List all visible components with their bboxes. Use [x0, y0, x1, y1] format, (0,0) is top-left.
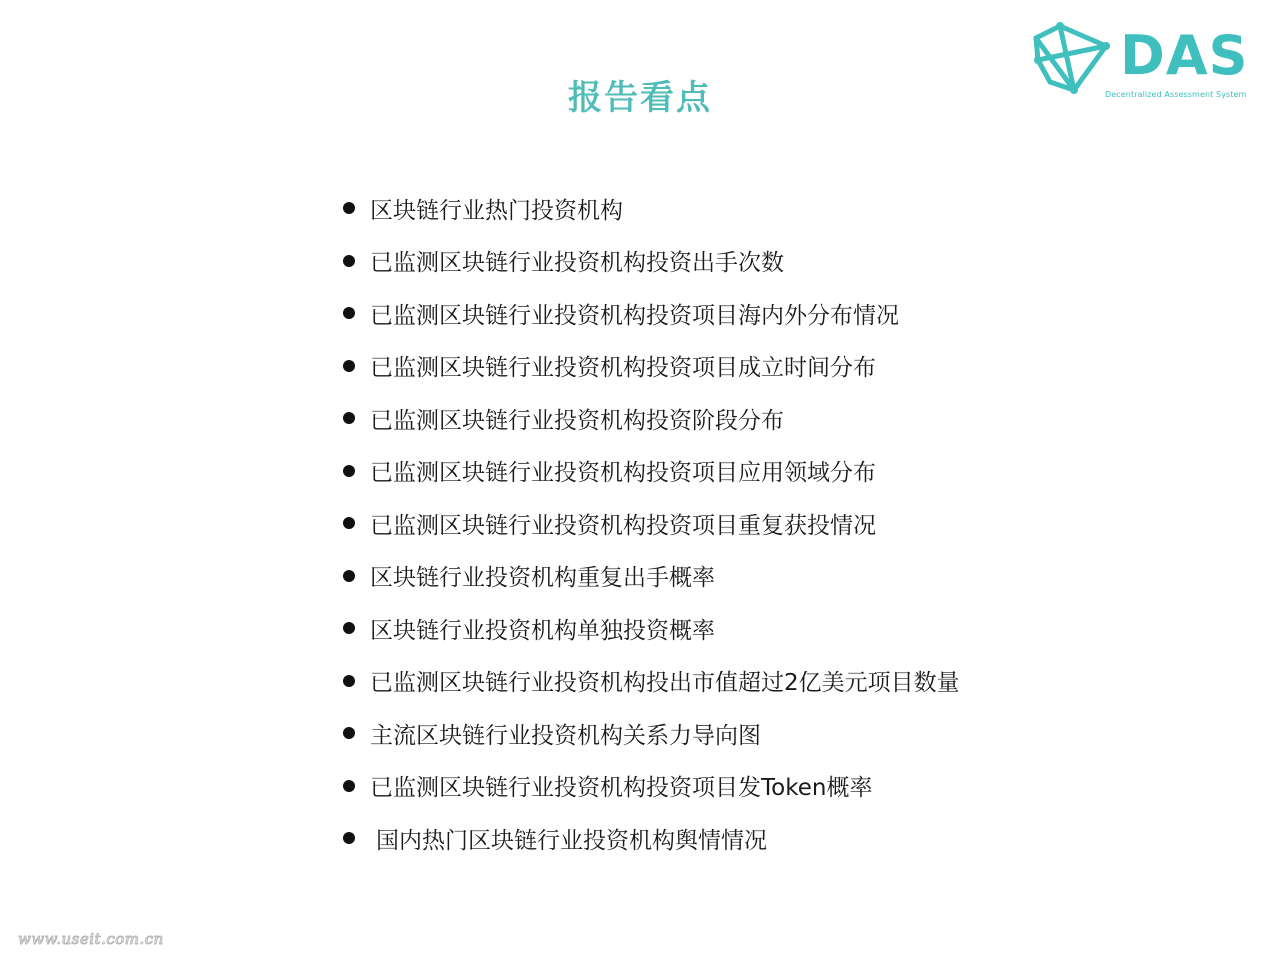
logo-wordmark: DAS: [1120, 24, 1249, 87]
watermark: www.useit.com.cn: [18, 930, 164, 948]
list-item: [340, 445, 960, 498]
list-item-text: 已监测区块链行业投资机构投资项目海内外分布情况: [370, 302, 899, 329]
logo-tagline: Decentralized Assessment System: [1105, 90, 1247, 99]
list-item: [340, 287, 960, 340]
list-item-text: 区块链行业投资机构重复出手概率: [370, 565, 715, 592]
bullet-icon: [343, 832, 355, 844]
list-item: [340, 760, 960, 813]
list-item: [340, 812, 960, 865]
list-item: [340, 550, 960, 603]
list-item-text: 区块链行业热门投资机构: [370, 197, 623, 224]
list-item-text: 已监测区块链行业投资机构投资出手次数: [370, 250, 784, 277]
bullet-icon: [343, 622, 355, 634]
bullet-icon: [343, 412, 355, 424]
bullet-icon: [343, 307, 355, 319]
list-item-text: 已监测区块链行业投资机构投资项目成立时间分布: [370, 355, 876, 382]
list-item: [340, 392, 960, 445]
list-item-text: 区块链行业投资机构单独投资概率: [370, 617, 715, 644]
bullet-icon: [343, 360, 355, 372]
list-item-text: 已监测区块链行业投资机构投资项目发Token概率: [370, 775, 873, 802]
list-item: [340, 235, 960, 288]
highlights-list: [340, 182, 960, 865]
bullet-icon: [343, 675, 355, 687]
list-item: [340, 707, 960, 760]
bullet-icon: [343, 517, 355, 529]
list-item-text: 已监测区块链行业投资机构投资项目重复获投情况: [370, 512, 876, 539]
list-item: [340, 497, 960, 550]
bullet-icon: [343, 255, 355, 267]
list-item-text: 已监测区块链行业投资机构投资项目应用领域分布: [370, 460, 876, 487]
list-item-text: 已监测区块链行业投资机构投资阶段分布: [370, 407, 784, 434]
list-item: [340, 655, 960, 708]
list-item: [340, 602, 960, 655]
page-title: 报告看点: [568, 78, 712, 118]
bullet-icon: [343, 202, 355, 214]
list-item-text: 主流区块链行业投资机构关系力导向图: [370, 722, 761, 749]
bullet-icon: [343, 465, 355, 477]
bullet-icon: [343, 570, 355, 582]
list-item-text: 国内热门区块链行业投资机构舆情情况: [376, 827, 767, 854]
bullet-icon: [343, 727, 355, 739]
list-item-text: 已监测区块链行业投资机构投出市值超过2亿美元项目数量: [370, 670, 960, 697]
bullet-icon: [343, 780, 355, 792]
list-item: [340, 340, 960, 393]
list-item: [340, 182, 960, 235]
